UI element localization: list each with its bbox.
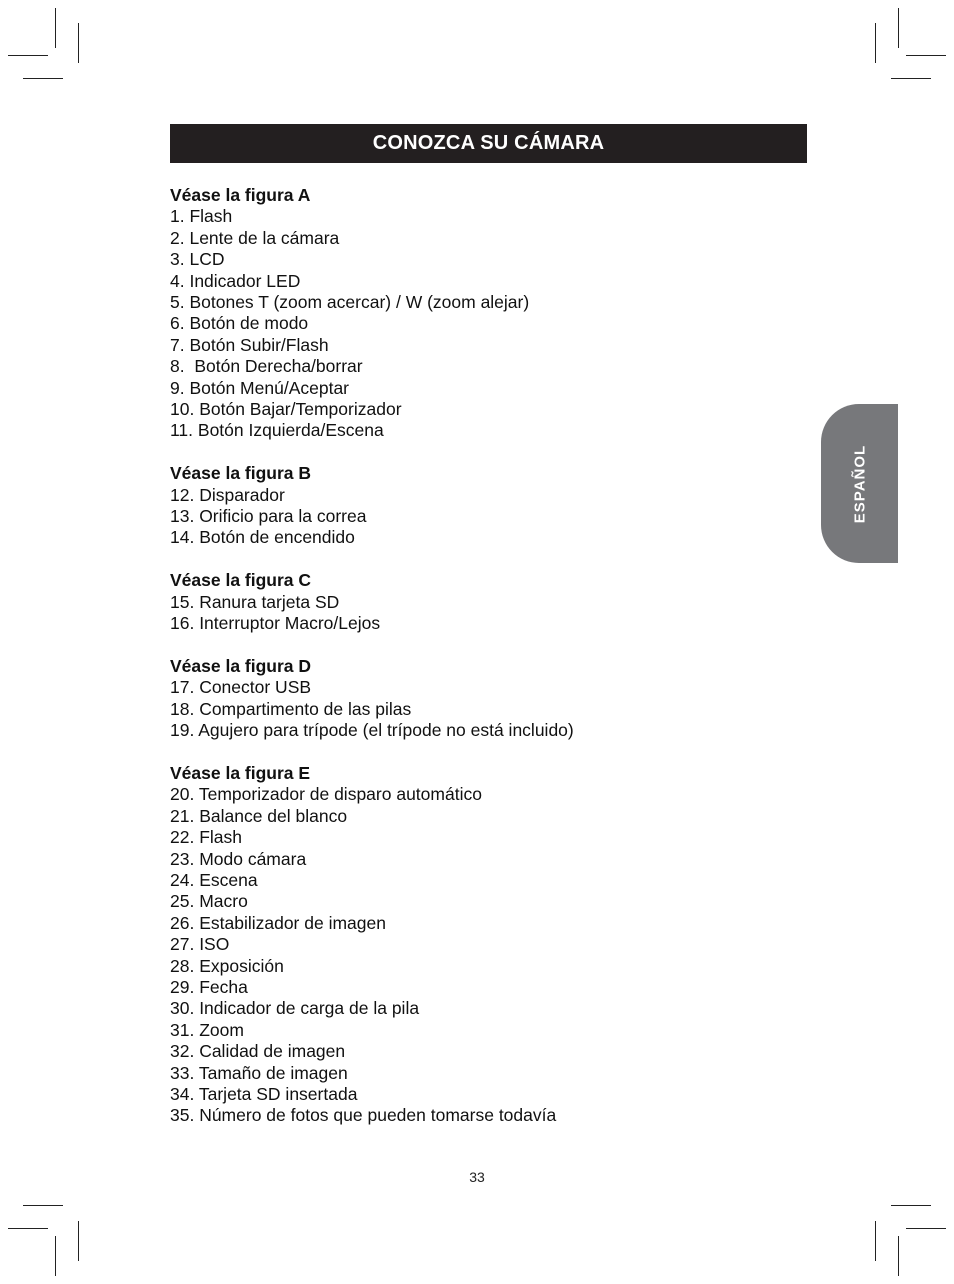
list-item: 28. Exposición bbox=[170, 955, 284, 976]
section-title: Véase la figura C bbox=[170, 570, 312, 591]
crop-mark bbox=[891, 78, 931, 79]
language-tab bbox=[821, 404, 898, 563]
list-item: 10. Botón Bajar/Temporizador bbox=[170, 399, 402, 420]
list-item: 3. LCD bbox=[170, 249, 225, 270]
figure-section bbox=[170, 463, 810, 549]
list-item: 1. Flash bbox=[170, 206, 233, 227]
figure-section bbox=[170, 763, 810, 1127]
crop-mark bbox=[898, 8, 899, 48]
figure-section bbox=[170, 570, 810, 634]
list-item: 27. ISO bbox=[170, 934, 230, 955]
list-item: 30. Indicador de carga de la pila bbox=[170, 998, 420, 1019]
list-item: 29. Fecha bbox=[170, 976, 248, 997]
crop-mark bbox=[891, 1205, 931, 1206]
section-header bbox=[170, 124, 807, 163]
crop-mark bbox=[906, 55, 946, 56]
section-title: Véase la figura D bbox=[170, 655, 312, 676]
list-item: 25. Macro bbox=[170, 891, 248, 912]
list-item: 4. Indicador LED bbox=[170, 270, 301, 291]
figure-section bbox=[170, 185, 810, 442]
section-title: Véase la figura B bbox=[170, 463, 312, 484]
section-title: Véase la figura A bbox=[170, 185, 311, 205]
parts-list bbox=[170, 185, 810, 1148]
crop-mark bbox=[8, 1228, 48, 1229]
crop-mark bbox=[8, 55, 48, 56]
page-title: CONOZCA SU CÁMARA bbox=[372, 132, 605, 154]
list-item: 13. Orificio para la correa bbox=[170, 506, 367, 527]
list-item: 24. Escena bbox=[170, 869, 258, 890]
list-item: 34. Tarjeta SD insertada bbox=[170, 1084, 358, 1104]
list-item: 22. Flash bbox=[170, 827, 242, 848]
crop-mark bbox=[55, 8, 56, 48]
list-item: 2. Lente de la cámara bbox=[170, 227, 340, 248]
list-item: 9. Botón Menú/Aceptar bbox=[170, 377, 349, 398]
list-item: 31. Zoom bbox=[170, 1019, 244, 1040]
crop-mark bbox=[55, 1236, 56, 1276]
crop-mark bbox=[23, 78, 63, 79]
crop-mark bbox=[875, 23, 876, 63]
figure-section bbox=[170, 656, 810, 742]
list-item: 35. Número de fotos que pueden tomarse todavía bbox=[170, 1105, 557, 1126]
list-item: 8. Botón Derecha/borrar bbox=[170, 356, 363, 377]
list-item: 15. Ranura tarjeta SD bbox=[170, 591, 340, 612]
list-item: 32. Calidad de imagen bbox=[170, 1041, 346, 1062]
list-item: 7. Botón Subir/Flash bbox=[170, 334, 329, 355]
list-item: 19. Agujero para trípode (el trípode no está incluido) bbox=[170, 720, 574, 741]
list-item: 16. Interruptor Macro/Lejos bbox=[170, 613, 381, 634]
list-item: 33. Tamaño de imagen bbox=[170, 1062, 348, 1083]
list-item: 18. Compartimento de las pilas bbox=[170, 698, 412, 719]
crop-mark bbox=[78, 1221, 79, 1261]
language-label: ESPAÑOL bbox=[851, 444, 868, 523]
list-item: 20. Temporizador de disparo automático bbox=[170, 784, 482, 805]
list-item: 17. Conector USB bbox=[170, 677, 312, 698]
list-item: 23. Modo cámara bbox=[170, 848, 307, 869]
list-item: 5. Botones T (zoom acercar) / W (zoom alejar) bbox=[170, 292, 530, 313]
crop-mark bbox=[898, 1236, 899, 1276]
list-item: 12. Disparador bbox=[170, 484, 285, 505]
crop-mark bbox=[875, 1221, 876, 1261]
list-item: 21. Balance del blanco bbox=[170, 805, 348, 826]
crop-mark bbox=[78, 23, 79, 63]
list-item: 6. Botón de modo bbox=[170, 313, 309, 334]
crop-mark bbox=[906, 1228, 946, 1229]
list-item: 14. Botón de encendido bbox=[170, 527, 355, 548]
crop-mark bbox=[23, 1205, 63, 1206]
section-title: Véase la figura E bbox=[170, 762, 311, 783]
page-number: 33 bbox=[469, 1169, 485, 1185]
list-item: 11. Botón Izquierda/Escena bbox=[170, 420, 384, 441]
list-item: 26. Estabilizador de imagen bbox=[170, 912, 386, 933]
